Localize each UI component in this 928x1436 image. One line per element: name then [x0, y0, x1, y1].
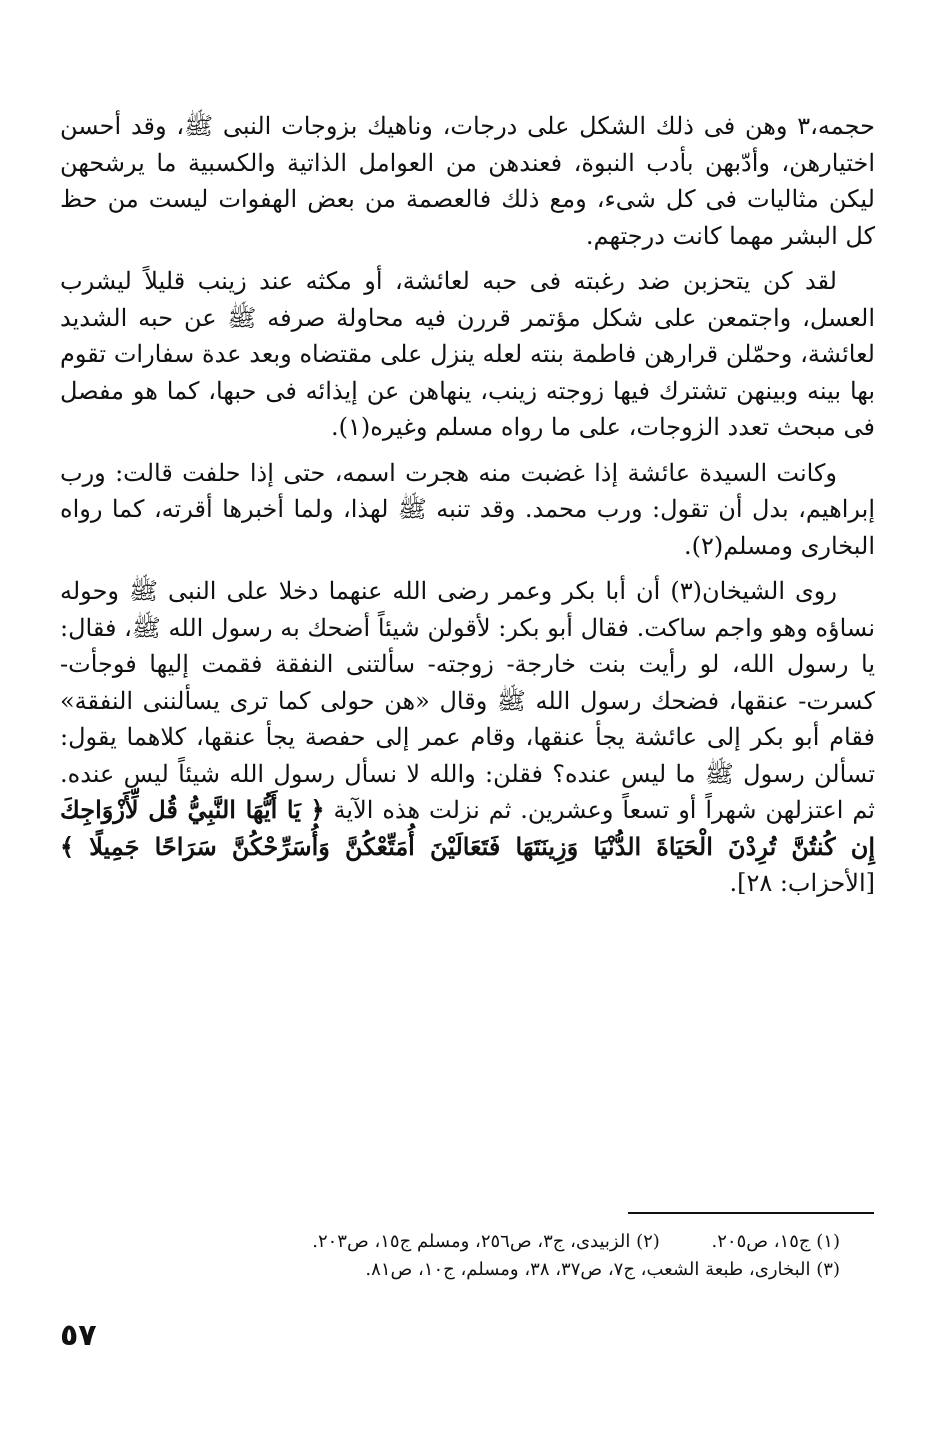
footnote-line-1: [60, 1228, 840, 1256]
footnote-divider: [628, 1212, 874, 1214]
paragraph-4: [60, 573, 875, 902]
paragraph-2: لقد كن يتحزبن ضد رغبته فى حبه لعائشة، أو مكثه عند زينب قليلاً ليشرب العسل، واجتمعن على شكل مؤتمر قررن فيه محاولة صرفه ﷺ عن حبه الشديد لعائشة، وحمّلن قرارهن فاطمة بنته لعله ينزل على مقتضاه وبعد عدة سفارات تقوم بها بينه وبينهن تشترك فيها زوجته زينب، ينهاهن عن إيذائه فى حبها، كما هو مفصل فى مبحث تعدد الزوجات، على ما رواه مسلم وغيره(١).: [60, 267, 876, 441]
paragraph-4-text: روى الشيخان(٣) أن أبا بكر وعمر رضى الله عنهما دخلا على النبى ﷺ وحوله نساؤه وهو واجم ساكت. فقال أبو بكر: لأقولن شيئاً أضحك به رسول الله ﷺ، فقال: يا رسول الله، لو رأيت بنت خارجة- زوجته- سألتنى النفقة فقمت إليها فوجأت- كسرت- عنقها، فضحك رسول الله ﷺ وقال «هن حولى كما ترى يسألننى النفقة» فقام أبو بكر إلى عائشة يجأ عنقها، وقام عمر إلى حفصة يجأ عنقها، كلاهما يقول: تسألن رسول ﷺ ما ليس عنده؟ فقلن: والله لا نسأل رسول الله شيئاً ليس عنده. ثم اعتزلهن شهراً أو تسعاً وعشرين. ثم نزلت هذه الآية: [60, 577, 875, 824]
footnote-2: (٢) الزبيدى، ج٣، ص٢٥٦، ومسلم ج١٥، ص٢٠٣.: [312, 1231, 660, 1252]
footnotes: [60, 1228, 840, 1284]
footnote-3: (٣) البخارى، طبعة الشعب، ج٧، ص٣٧، ٣٨، ومسلم، ج١٠، ص٨١.: [365, 1259, 840, 1280]
page-number: ٥٧: [60, 1318, 97, 1353]
verse-citation: [الأحزاب: ٢٨].: [729, 869, 875, 897]
footnote-line-2: [60, 1256, 840, 1284]
paragraph-1: حجمه،٣ وهن فى ذلك الشكل على درجات، وناهيك بزوجات النبى ﷺ، وقد أحسن اختيارهن، وأدّبهن بأدب النبوة، فعندهن من العوامل الذاتية والكسبية ما يرشحهن ليكن مثاليات فى كل شىء، ومع ذلك فالعصمة من بعض الهفوات ليست من حظ كل البشر مهما كانت درجتهم.: [60, 112, 875, 250]
quran-verse: ﴿ يَا أَيُّهَا النَّبِيُّ قُل لِّأَزْوَاجِكَ إِن كُنتُنَّ تُرِدْنَ الْحَيَاةَ الدُّنْيَا وَزِينَتَهَا فَتَعَالَيْنَ أُمَتِّعْكُنَّ وَأُسَرِّحْكُنَّ سَرَاحًا جَمِيلًا ﴾: [60, 795, 875, 861]
main-text: [60, 108, 875, 911]
paragraph-3: وكانت السيدة عائشة إذا غضبت منه هجرت اسمه، حتى إذا حلفت قالت: ورب إبراهيم، بدل أن تقول: ورب محمد. وقد تنبه ﷺ لهذا، ولما أخبرها أقرته، كما رواه البخارى ومسلم(٢).: [60, 458, 875, 560]
footnote-1: (١) ج١٥، ص٢٠٥.: [711, 1231, 840, 1252]
